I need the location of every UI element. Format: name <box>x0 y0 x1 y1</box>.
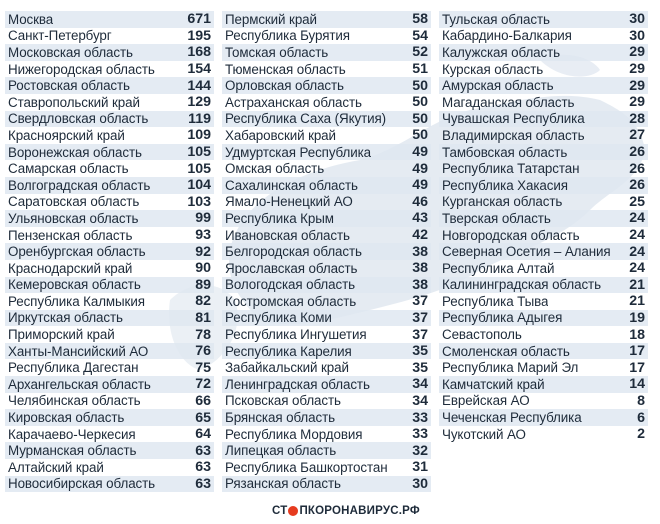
case-count: 168 <box>187 44 211 61</box>
case-count: 19 <box>629 309 645 326</box>
case-count: 92 <box>195 243 211 260</box>
case-count: 105 <box>187 160 211 177</box>
table-row <box>5 227 214 244</box>
case-count: 671 <box>187 11 211 28</box>
case-count: 30 <box>412 475 428 492</box>
table-row <box>439 127 648 144</box>
table-row <box>222 260 431 277</box>
case-count: 26 <box>629 144 645 161</box>
case-count: 129 <box>187 94 211 111</box>
region-name: Тульская область <box>442 11 550 27</box>
table-row <box>222 426 431 443</box>
region-name: Республика Ингушетия <box>225 327 367 343</box>
case-count: 38 <box>412 276 428 293</box>
table-row <box>222 343 431 360</box>
region-name: Удмуртская Республика <box>225 144 372 160</box>
virus-icon <box>288 506 298 516</box>
table-row <box>222 310 431 327</box>
region-name: Ростовская область <box>8 78 130 94</box>
case-count: 29 <box>629 77 645 94</box>
table-row <box>5 343 214 360</box>
table-row <box>5 426 214 443</box>
table-row <box>5 94 214 111</box>
table-row <box>439 111 648 128</box>
table-row <box>5 111 214 128</box>
case-count: 105 <box>187 144 211 161</box>
table-row <box>5 409 214 426</box>
region-name: Сахалинская область <box>225 177 358 193</box>
region-name: Республика Дагестан <box>8 360 139 376</box>
case-count: 34 <box>412 392 428 409</box>
region-name: Тверская область <box>442 210 551 226</box>
region-name: Нижегородская область <box>8 61 155 77</box>
table-row <box>439 293 648 310</box>
case-count: 34 <box>412 376 428 393</box>
region-name: Севастополь <box>442 327 522 343</box>
region-name: Республика Мордовия <box>225 426 363 442</box>
case-count: 109 <box>187 127 211 144</box>
case-count: 144 <box>187 77 211 94</box>
region-name: Ульяновская область <box>8 210 139 226</box>
case-count: 72 <box>195 376 211 393</box>
case-count: 35 <box>412 359 428 376</box>
case-count: 52 <box>412 44 428 61</box>
table-row <box>439 343 648 360</box>
region-name: Республика Коми <box>225 310 332 326</box>
region-name: Республика Татарстан <box>442 161 580 177</box>
region-name: Курганская область <box>442 194 563 210</box>
region-name: Архангельская область <box>8 376 151 392</box>
case-count: 14 <box>629 376 645 393</box>
case-count: 99 <box>195 210 211 227</box>
region-name: Новосибирская область <box>8 476 156 492</box>
table-row <box>222 194 431 211</box>
table-row <box>439 260 648 277</box>
brand-text-part2: ПКОРОНАВИРУС.РФ <box>299 505 420 517</box>
region-name: Вологодская область <box>225 277 355 293</box>
region-name: Курская область <box>442 61 544 77</box>
case-count: 37 <box>412 309 428 326</box>
case-count: 6 <box>637 409 645 426</box>
case-count: 63 <box>195 459 211 476</box>
region-name: Воронежская область <box>8 144 142 160</box>
case-count: 42 <box>412 227 428 244</box>
region-name: Республика Марий Эл <box>442 360 579 376</box>
region-name: Забайкальский край <box>225 360 349 376</box>
region-name: Ярославская область <box>225 260 358 276</box>
table-row <box>5 376 214 393</box>
case-count: 51 <box>412 61 428 78</box>
table-row <box>439 393 648 410</box>
case-count: 78 <box>195 326 211 343</box>
region-name: Кабардино-Балкария <box>442 28 572 44</box>
table-row <box>439 409 648 426</box>
region-name: Красноярский край <box>8 127 125 143</box>
region-name: Ленинградская область <box>225 376 370 392</box>
region-name: Тюменская область <box>225 61 346 77</box>
case-count: 2 <box>637 426 645 443</box>
case-count: 29 <box>629 94 645 111</box>
table-row <box>5 459 214 476</box>
table-row <box>222 277 431 294</box>
case-count: 28 <box>629 110 645 127</box>
region-name: Санкт-Петербург <box>8 28 112 44</box>
case-count: 66 <box>195 392 211 409</box>
table-row <box>439 194 648 211</box>
case-count: 18 <box>629 326 645 343</box>
case-count: 63 <box>195 442 211 459</box>
region-name: Астраханская область <box>225 94 362 110</box>
case-count: 58 <box>412 11 428 28</box>
table-row <box>439 77 648 94</box>
table-row <box>222 409 431 426</box>
region-name: Кемеровская область <box>8 277 141 293</box>
case-count: 82 <box>195 293 211 310</box>
region-name: Республика Алтай <box>442 260 555 276</box>
region-name: Самарская область <box>8 161 129 177</box>
case-count: 33 <box>412 409 428 426</box>
table-row <box>222 293 431 310</box>
case-count: 103 <box>187 193 211 210</box>
table-row <box>439 376 648 393</box>
region-name: Костромская область <box>225 293 357 309</box>
region-name: Брянская область <box>225 410 335 426</box>
case-count: 50 <box>412 77 428 94</box>
region-name: Республика Саха (Якутия) <box>225 111 387 127</box>
table-row <box>5 442 214 459</box>
table-row <box>439 326 648 343</box>
case-count: 104 <box>187 177 211 194</box>
region-name: Оренбургская область <box>8 244 146 260</box>
case-count: 31 <box>412 459 428 476</box>
case-count: 46 <box>412 193 428 210</box>
region-name: Тамбовская область <box>442 144 568 160</box>
table-row <box>5 160 214 177</box>
case-count: 49 <box>412 160 428 177</box>
case-count: 50 <box>412 110 428 127</box>
region-name: Ставропольский край <box>8 94 140 110</box>
case-count: 32 <box>412 442 428 459</box>
table-row <box>5 210 214 227</box>
case-count: 26 <box>629 160 645 177</box>
table-row <box>222 61 431 78</box>
region-name: Свердловская область <box>8 111 149 127</box>
region-name: Мурманская область <box>8 443 137 459</box>
region-name: Чукотский АО <box>442 426 526 442</box>
case-count: 30 <box>629 11 645 28</box>
case-count: 64 <box>195 426 211 443</box>
table-row <box>222 144 431 161</box>
region-name: Республика Башкортостан <box>225 459 388 475</box>
region-name: Москва <box>8 11 54 27</box>
table-row <box>439 210 648 227</box>
case-count: 30 <box>629 27 645 44</box>
case-count: 54 <box>412 27 428 44</box>
region-name: Республика Бурятия <box>225 28 350 44</box>
table-row <box>439 28 648 45</box>
region-name: Орловская область <box>225 78 344 94</box>
column-3 <box>439 11 648 492</box>
stopcoronavirus-logo <box>272 505 420 517</box>
table-row <box>5 11 214 28</box>
case-count: 17 <box>629 359 645 376</box>
case-count: 90 <box>195 260 211 277</box>
table-row <box>5 326 214 343</box>
table-row <box>439 61 648 78</box>
table-row <box>222 44 431 61</box>
table-row <box>222 442 431 459</box>
case-count: 76 <box>195 343 211 360</box>
table-row <box>439 426 648 443</box>
case-count: 24 <box>629 227 645 244</box>
region-name: Волгоградская область <box>8 177 151 193</box>
case-count: 50 <box>412 94 428 111</box>
table-row <box>439 227 648 244</box>
region-name: Ямало-Ненецкий АО <box>225 194 353 210</box>
table-row <box>5 310 214 327</box>
case-count: 27 <box>629 127 645 144</box>
case-count: 21 <box>629 293 645 310</box>
region-name: Чеченская Республика <box>442 410 582 426</box>
region-name: Республика Адыгея <box>442 310 563 326</box>
region-name: Республика Хакасия <box>442 177 568 193</box>
table-row <box>222 459 431 476</box>
case-count: 17 <box>629 343 645 360</box>
table-row <box>222 243 431 260</box>
table-row <box>5 77 214 94</box>
region-name: Пензенская область <box>8 227 133 243</box>
region-name: Ханты-Мансийский АО <box>8 343 149 359</box>
region-name: Псковская область <box>225 393 341 409</box>
region-table <box>5 11 648 492</box>
table-row <box>5 144 214 161</box>
region-name: Республика Калмыкия <box>8 293 145 309</box>
region-name: Московская область <box>8 44 133 60</box>
table-row <box>222 11 431 28</box>
table-row <box>439 11 648 28</box>
case-count: 35 <box>412 343 428 360</box>
region-name: Ивановская область <box>225 227 350 243</box>
region-name: Приморский край <box>8 327 115 343</box>
region-name: Карачаево-Черкесия <box>8 426 136 442</box>
region-name: Пермский край <box>225 11 317 27</box>
region-name: Хабаровский край <box>225 127 336 143</box>
table-row <box>5 177 214 194</box>
table-row <box>439 310 648 327</box>
region-name: Омская область <box>225 161 325 177</box>
region-name: Липецкая область <box>225 443 337 459</box>
table-row <box>439 160 648 177</box>
region-name: Белгородская область <box>225 244 362 260</box>
table-row <box>222 111 431 128</box>
table-row <box>222 28 431 45</box>
table-row <box>5 44 214 61</box>
table-row <box>222 77 431 94</box>
table-row <box>5 277 214 294</box>
case-count: 24 <box>629 210 645 227</box>
case-count: 49 <box>412 177 428 194</box>
region-name: Рязанская область <box>225 476 341 492</box>
table-row <box>222 393 431 410</box>
case-count: 75 <box>195 359 211 376</box>
case-count: 89 <box>195 276 211 293</box>
case-count: 81 <box>195 309 211 326</box>
table-row <box>439 94 648 111</box>
case-count: 49 <box>412 144 428 161</box>
table-row <box>222 177 431 194</box>
column-1 <box>5 11 214 492</box>
table-row <box>222 94 431 111</box>
table-row <box>5 28 214 45</box>
region-name: Республика Тыва <box>442 293 549 309</box>
region-name: Калининградская область <box>442 277 601 293</box>
region-name: Челябинская область <box>8 393 141 409</box>
table-row <box>439 144 648 161</box>
region-name: Смоленская область <box>442 343 570 359</box>
region-name: Краснодарский край <box>8 260 133 276</box>
region-name: Владимирская область <box>442 127 585 143</box>
region-name: Северная Осетия – Алания <box>442 244 611 260</box>
region-name: Кировская область <box>8 410 125 426</box>
case-count: 38 <box>412 260 428 277</box>
table-row <box>222 210 431 227</box>
case-count: 24 <box>629 260 645 277</box>
region-name: Калужская область <box>442 44 561 60</box>
column-2 <box>222 11 431 492</box>
case-count: 119 <box>188 110 211 127</box>
table-row <box>5 127 214 144</box>
case-count: 154 <box>187 61 211 78</box>
region-name: Саратовская область <box>8 194 140 210</box>
case-count: 195 <box>187 27 211 44</box>
case-count: 24 <box>629 243 645 260</box>
region-name: Камчатский край <box>442 376 545 392</box>
case-count: 43 <box>412 210 428 227</box>
table-row <box>222 326 431 343</box>
table-row <box>5 293 214 310</box>
table-row <box>5 194 214 211</box>
region-name: Амурская область <box>442 78 554 94</box>
case-count: 37 <box>412 293 428 310</box>
case-count: 65 <box>195 409 211 426</box>
case-count: 25 <box>629 193 645 210</box>
case-count: 38 <box>412 243 428 260</box>
table-row <box>5 243 214 260</box>
table-row <box>439 44 648 61</box>
table-row <box>439 359 648 376</box>
case-count: 29 <box>629 61 645 78</box>
table-row <box>222 359 431 376</box>
region-name: Республика Карелия <box>225 343 352 359</box>
table-row <box>222 476 431 493</box>
case-count: 37 <box>412 326 428 343</box>
case-count: 26 <box>629 177 645 194</box>
brand-text-part1: СТ <box>272 505 288 517</box>
table-row <box>5 260 214 277</box>
region-name: Алтайский край <box>8 459 104 475</box>
region-name: Чувашская Республика <box>442 111 585 127</box>
case-count: 21 <box>629 276 645 293</box>
case-count: 8 <box>637 392 645 409</box>
case-count: 33 <box>412 426 428 443</box>
table-row <box>222 376 431 393</box>
region-name: Новгородская область <box>442 227 580 243</box>
table-row <box>5 61 214 78</box>
region-name: Республика Крым <box>225 210 334 226</box>
table-row <box>5 359 214 376</box>
region-name: Еврейская АО <box>442 393 530 409</box>
table-row <box>439 177 648 194</box>
region-name: Томская область <box>225 44 329 60</box>
case-count: 63 <box>195 475 211 492</box>
table-row <box>222 160 431 177</box>
case-count: 29 <box>629 44 645 61</box>
table-row <box>5 393 214 410</box>
table-row <box>222 127 431 144</box>
region-name: Магаданская область <box>442 94 575 110</box>
case-count: 50 <box>412 127 428 144</box>
table-row <box>439 243 648 260</box>
region-name: Иркутская область <box>8 310 123 326</box>
table-row <box>439 277 648 294</box>
table-row <box>222 227 431 244</box>
table-row <box>5 476 214 493</box>
case-count: 93 <box>195 227 211 244</box>
